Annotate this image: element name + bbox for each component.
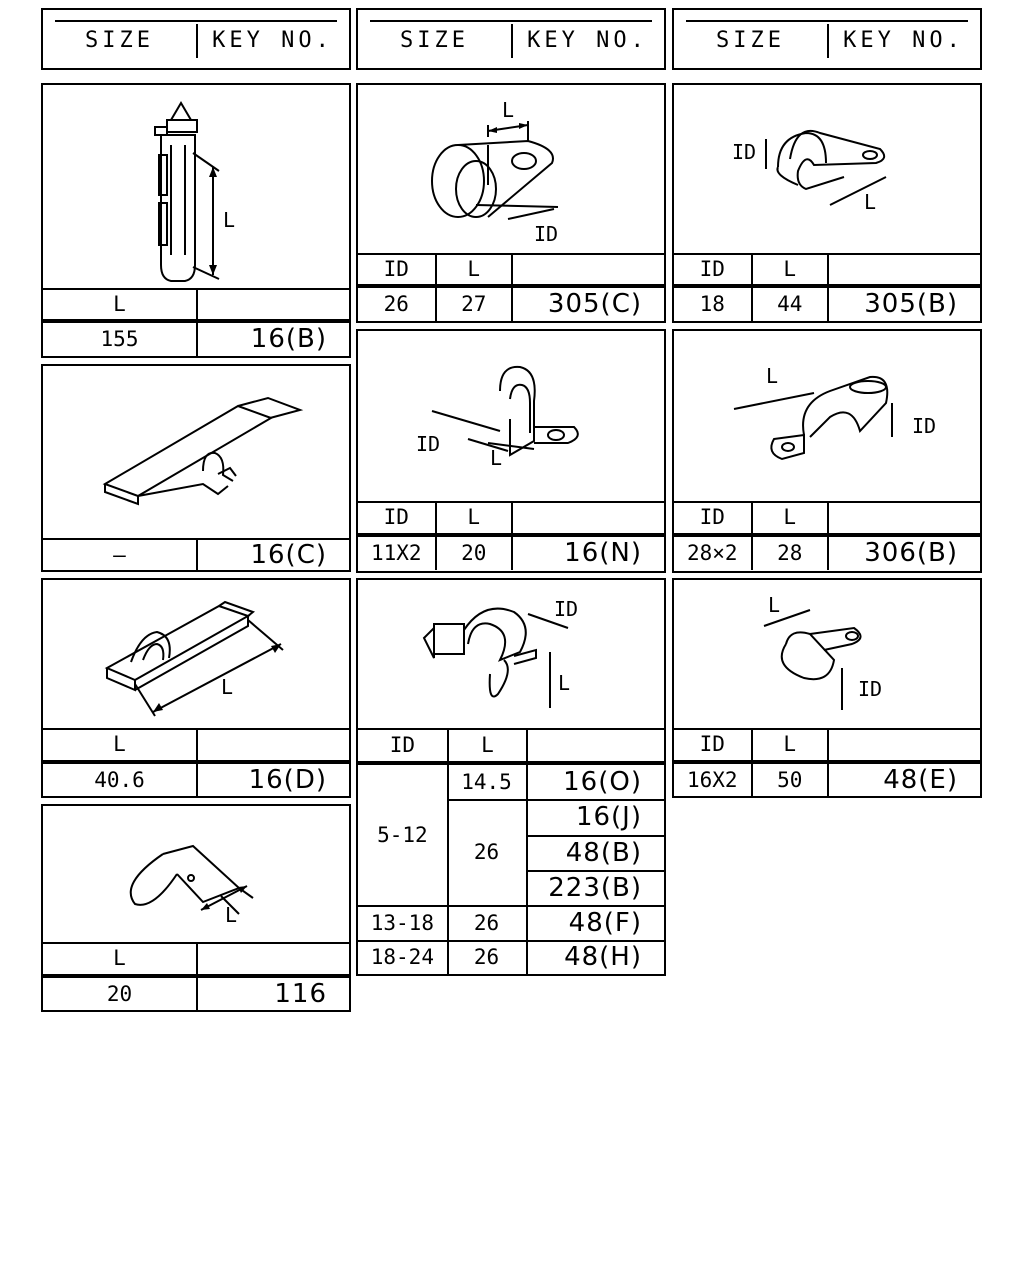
dim-label-l: L: [223, 208, 236, 232]
part-16o-group: [356, 578, 666, 976]
id-column-label: ID: [383, 257, 409, 281]
dim-label-l: L: [490, 446, 503, 470]
dim-label-l: L: [502, 98, 515, 122]
key-number: 223(B): [548, 872, 642, 903]
l-column-label: L: [751, 253, 828, 285]
flat-clip-drawing: [43, 366, 349, 538]
spring-clip-drawing: [43, 806, 349, 942]
cable-tie-drawing: [43, 85, 349, 288]
key-number: 16(N): [511, 536, 664, 570]
key-number: 16(D): [196, 763, 349, 797]
dim-label-l: L: [558, 671, 571, 695]
id-value: 18: [699, 292, 725, 316]
saddle-clamp-306b-drawing: [674, 331, 980, 501]
size-header: SIZE: [400, 28, 469, 53]
key-number: 305(B): [827, 287, 980, 321]
key-no-header: KEY NO.: [527, 28, 648, 53]
part-305c: [356, 83, 666, 323]
dim-label-id: ID: [416, 432, 441, 456]
part-16n: [356, 329, 666, 573]
size-header: SIZE: [85, 28, 154, 53]
l-value: 27: [435, 287, 512, 321]
key-number: 48(H): [564, 942, 642, 972]
id-value: 5-12: [377, 822, 428, 847]
key-number: 48(F): [568, 907, 642, 938]
key-no-header: KEY NO.: [843, 28, 964, 53]
l-value: 26: [473, 945, 500, 969]
l-column-label: L: [751, 501, 828, 533]
hose-clamp-305c-drawing: [358, 85, 664, 253]
column-label: L: [113, 946, 126, 970]
loop-clamp-305b-drawing: [674, 85, 980, 253]
clip-16d-drawing: [43, 580, 349, 728]
part-305b: [672, 83, 982, 323]
dim-label-id: ID: [534, 222, 559, 246]
l-value: 28: [751, 536, 828, 570]
key-number: 16(B): [196, 322, 349, 356]
dim-label-l: L: [864, 190, 877, 214]
l-value: 50: [751, 763, 828, 797]
l-column-label: L: [447, 728, 527, 762]
id-value: 16X2: [686, 768, 738, 792]
l-value: 44: [751, 287, 828, 321]
id-value: 13-18: [370, 910, 434, 935]
part-48e: [672, 578, 982, 798]
l-value: 26: [473, 910, 500, 935]
id-value: 18-24: [370, 945, 434, 969]
key-number: 305(C): [511, 287, 664, 321]
header-col3: [672, 8, 982, 70]
id-value: 26: [383, 292, 409, 316]
id-column-label: ID: [383, 505, 409, 529]
size-header: SIZE: [716, 28, 785, 53]
key-number: 16(J): [575, 802, 642, 832]
dim-label-id: ID: [912, 414, 937, 438]
column-label: L: [113, 292, 126, 316]
dim-label-l: L: [766, 364, 779, 388]
l-value: 26: [473, 840, 500, 864]
header-col2: [356, 8, 666, 70]
size-value: 40.6: [94, 768, 145, 792]
key-no-header: KEY NO.: [212, 28, 333, 53]
key-number: 48(B): [565, 837, 642, 868]
part-16c: [41, 364, 351, 572]
key-number: 116: [196, 977, 349, 1011]
key-number: 16(O): [563, 766, 642, 797]
key-number: 16(C): [196, 538, 349, 572]
id-column-label: ID: [699, 257, 725, 281]
dim-label-l: L: [768, 593, 781, 617]
dim-label-id: ID: [554, 597, 579, 621]
push-in-clamp-drawing: [358, 580, 664, 728]
id-value: 11X2: [370, 541, 422, 565]
header-col1: [41, 8, 351, 70]
part-16b: [41, 83, 351, 358]
l-column-label: L: [435, 501, 512, 533]
part-306b: [672, 329, 982, 573]
part-16d: [41, 578, 351, 798]
dim-label-l: L: [221, 675, 234, 699]
column-label: L: [113, 732, 126, 756]
id-column-label: ID: [699, 732, 725, 756]
id-column-label: ID: [389, 733, 416, 757]
id-column-label: ID: [699, 505, 725, 529]
key-number: 48(E): [827, 763, 980, 797]
dim-label-id: ID: [732, 140, 757, 164]
size-value: —: [113, 543, 126, 567]
l-column-label: L: [435, 253, 512, 285]
p-clip-48e-drawing: [674, 580, 980, 728]
l-column-label: L: [751, 728, 828, 760]
clip-16n-drawing: [358, 331, 664, 501]
l-value: 20: [435, 536, 512, 570]
size-value: 155: [100, 327, 139, 351]
key-number: 306(B): [827, 536, 980, 570]
l-value: 14.5: [461, 769, 512, 794]
part-116: [41, 804, 351, 1012]
dim-label-l: L: [225, 903, 238, 927]
size-value: 20: [106, 982, 133, 1006]
dim-label-id: ID: [858, 677, 883, 701]
id-value: 28×2: [686, 541, 738, 565]
